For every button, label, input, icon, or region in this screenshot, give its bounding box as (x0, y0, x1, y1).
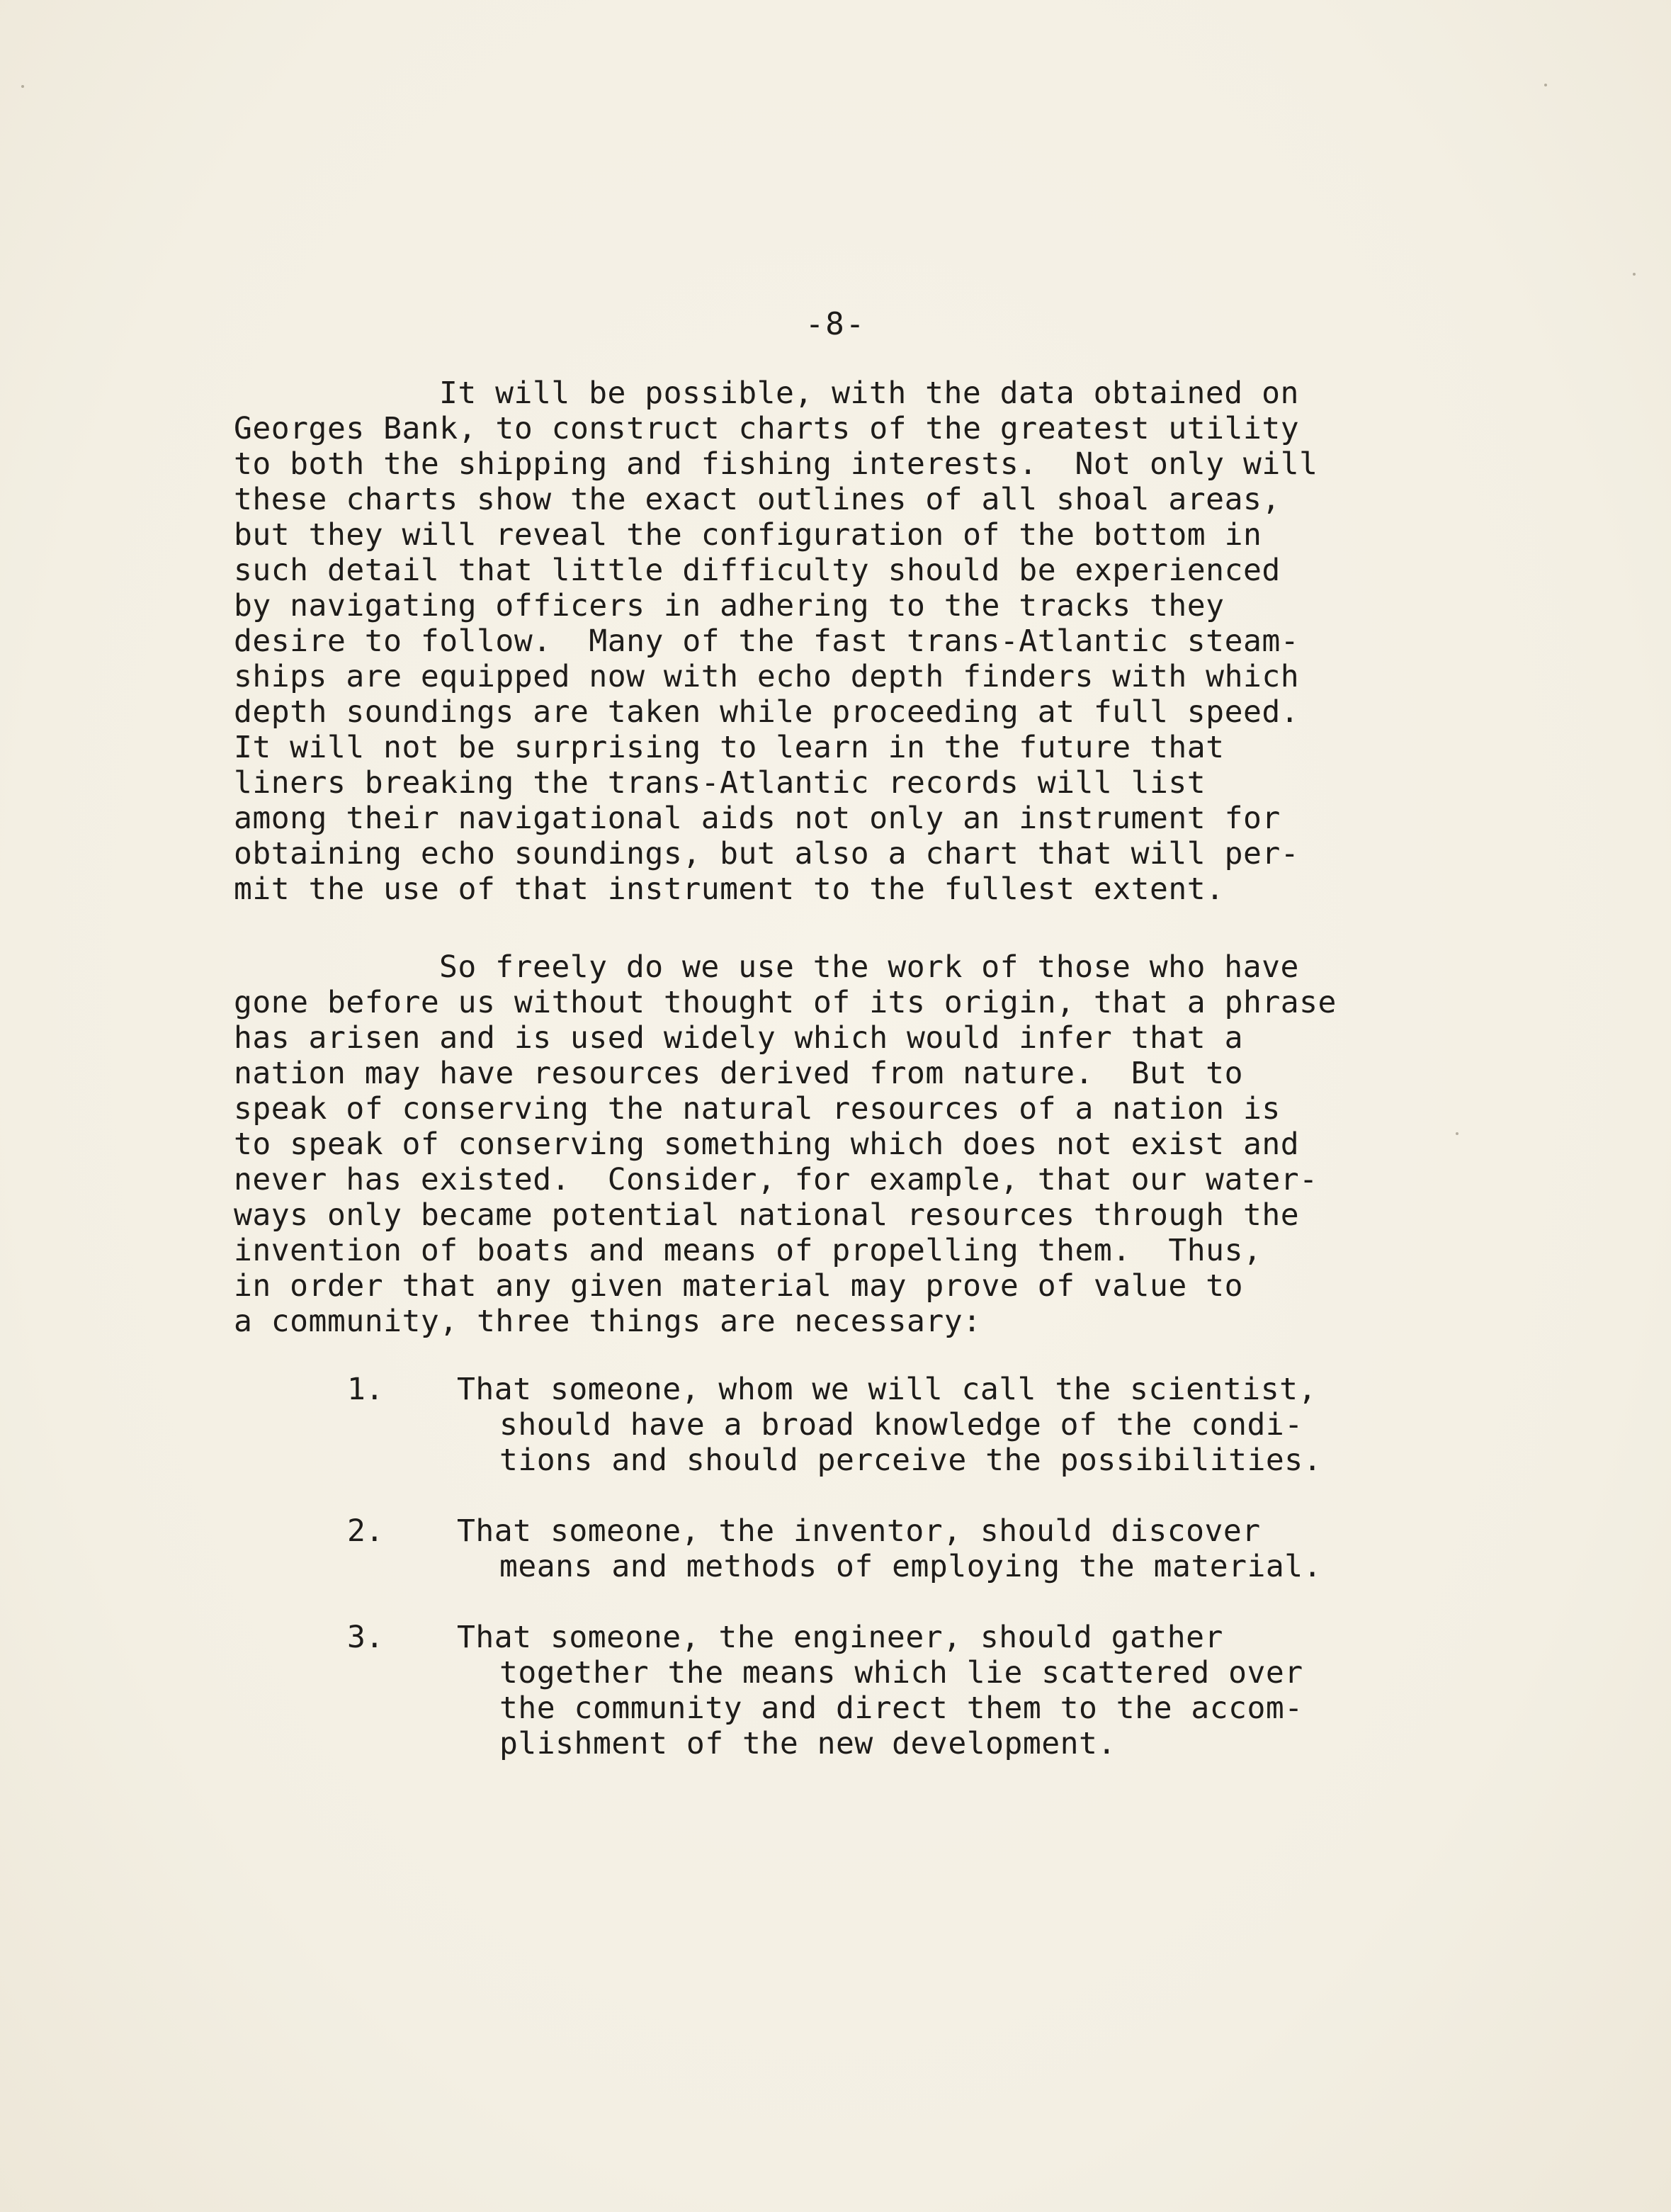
list-item-number: 3. (347, 1620, 384, 1655)
paragraph-line: It will not be surprising to learn in the future that (234, 730, 1225, 765)
paper-speck (21, 85, 24, 88)
paragraph-line: nation may have resources derived from nature. But to (234, 1056, 1243, 1091)
paragraph-line: ways only became potential national resources through the (234, 1197, 1300, 1233)
paragraph-line: desire to follow. Many of the fast trans-Atlantic steam- (234, 623, 1300, 659)
paper-speck (1544, 84, 1547, 86)
paragraph-line: liners breaking the trans-Atlantic records will list (234, 765, 1206, 801)
paper-speck (1633, 273, 1636, 276)
paragraph-line: to both the shipping and fishing interests. Not only will (234, 446, 1318, 482)
paragraph-line: ships are equipped now with echo depth finders with which (234, 659, 1300, 694)
paragraph-2 (234, 949, 1565, 1339)
list-item-body (457, 1620, 1551, 1761)
paragraph-line: speak of conserving the natural resources of a nation is (234, 1091, 1281, 1127)
page-number: -8- (805, 306, 866, 342)
paragraph-line: such detail that little difficulty should be experienced (234, 553, 1281, 588)
paragraph-line: these charts show the exact outlines of all shoal areas, (234, 482, 1281, 517)
list-item-line: That someone, the engineer, should gather (457, 1620, 1223, 1655)
list-item-line: That someone, whom we will call the scientist, (457, 1372, 1317, 1407)
list-item-line: plishment of the new development. (499, 1726, 1116, 1761)
paragraph-line: mit the use of that instrument to the fullest extent. (234, 871, 1225, 907)
paragraph-1 (234, 376, 1565, 907)
list-item-line: tions and should perceive the possibilities. (499, 1443, 1322, 1478)
list-item-line: together the means which lie scattered over (499, 1655, 1303, 1691)
paper-speck (1456, 1132, 1458, 1135)
paragraph-line: So freely do we use the work of those who have (439, 949, 1299, 985)
paragraph-line: never has existed. Consider, for example, that our water- (234, 1162, 1318, 1197)
list-item-line: That someone, the inventor, should discover (457, 1513, 1261, 1549)
paragraph-line: by navigating officers in adhering to the tracks they (234, 588, 1225, 623)
paragraph-line: It will be possible, with the data obtained on (439, 376, 1299, 411)
paragraph-line: to speak of conserving something which does not exist and (234, 1127, 1300, 1162)
paragraph-line: gone before us without thought of its origin, that a phrase (234, 985, 1337, 1020)
paragraph-line: but they will reveal the configuration of the bottom in (234, 517, 1262, 553)
paragraph-line: obtaining echo soundings, but also a chart that will per- (234, 836, 1300, 871)
list-item-number: 2. (347, 1513, 384, 1549)
paragraph-line: among their navigational aids not only an instrument for (234, 801, 1281, 836)
list-item-number: 1. (347, 1372, 384, 1407)
paragraph-line: Georges Bank, to construct charts of the greatest utility (234, 411, 1300, 446)
list-item-line: means and methods of employing the material. (499, 1549, 1322, 1584)
paragraph-line: in order that any given material may prove of value to (234, 1268, 1243, 1304)
paragraph-line: a community, three things are necessary: (234, 1304, 982, 1339)
list-item-line: the community and direct them to the accom- (499, 1691, 1303, 1726)
list-item-body (457, 1372, 1551, 1478)
paragraph-line: invention of boats and means of propelling them. Thus, (234, 1233, 1262, 1268)
list-item-line: should have a broad knowledge of the condi- (499, 1407, 1303, 1443)
list-item-body (457, 1513, 1551, 1584)
paragraph-line: has arisen and is used widely which would infer that a (234, 1020, 1243, 1056)
paragraph-line: depth soundings are taken while proceeding at full speed. (234, 694, 1300, 730)
